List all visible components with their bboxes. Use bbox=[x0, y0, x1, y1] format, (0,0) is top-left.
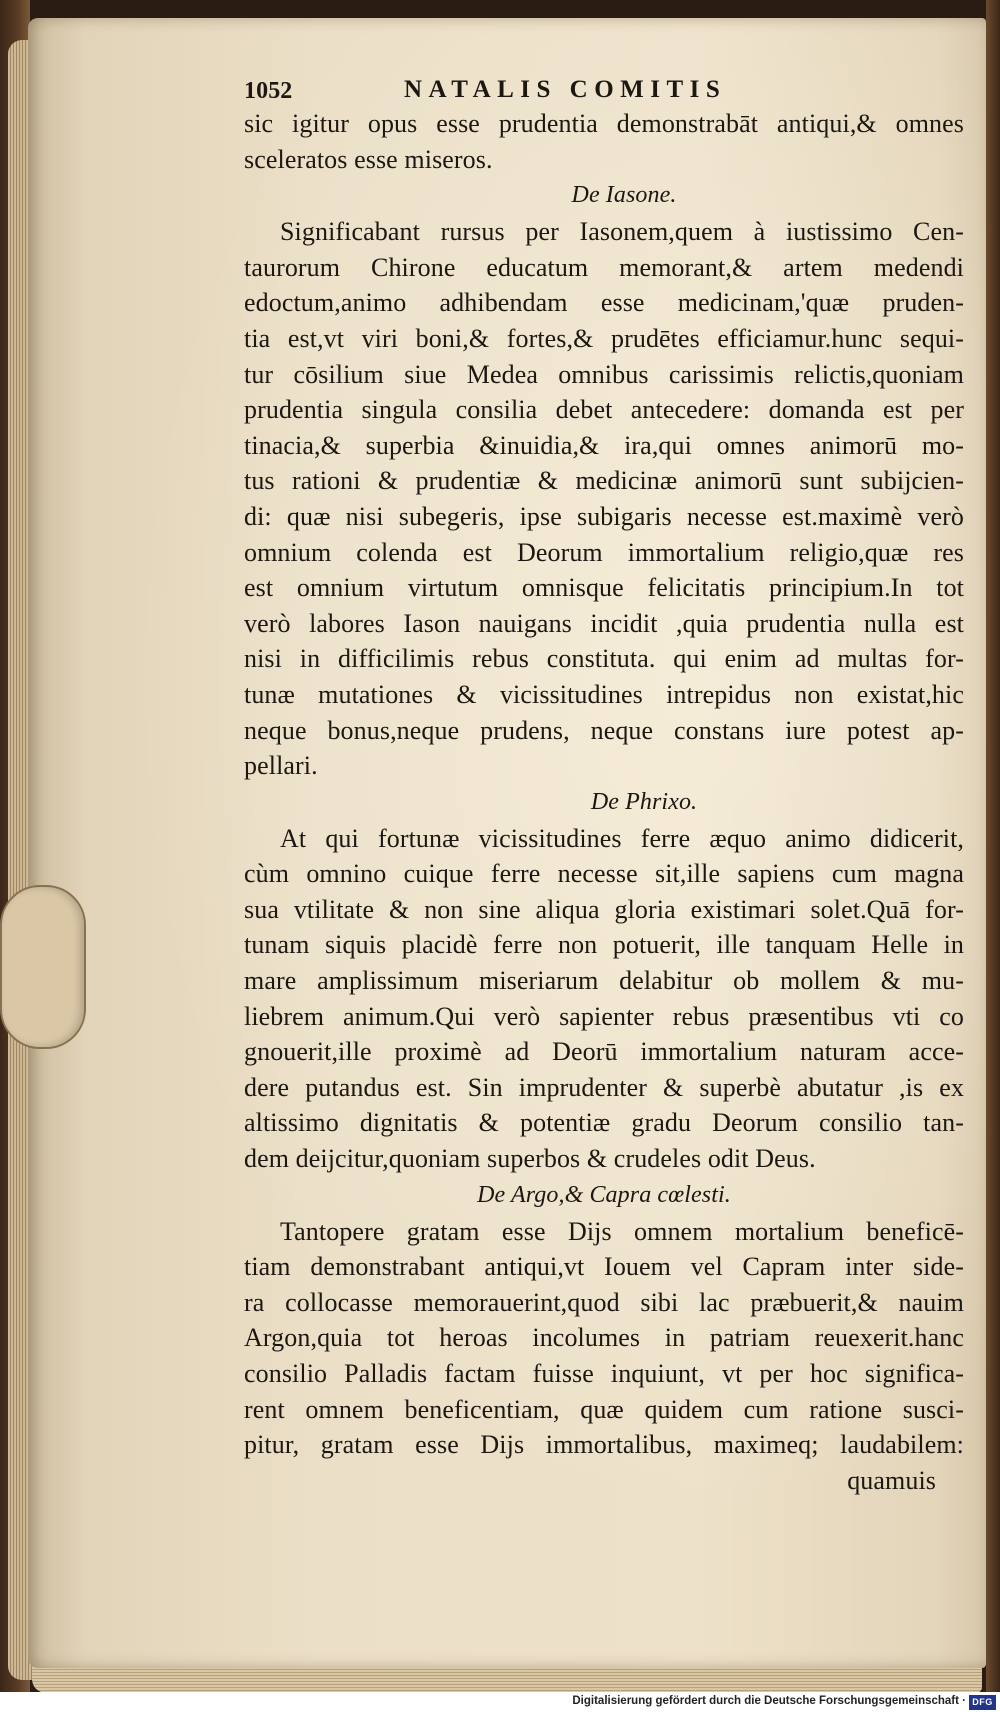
section-paragraph bbox=[244, 214, 964, 784]
text-line: tia est,vt viri boni,& fortes,& prudētes efficiamur.hunc sequi- bbox=[244, 323, 964, 353]
text-line: rent omnem beneficentiam, quæ quidem cum ratione susci- bbox=[244, 1394, 964, 1424]
text-line: omnium colenda est Deorum immortalium religio,quæ res bbox=[244, 537, 964, 567]
text-line: sic igitur opus esse prudentia demonstrabāt antiqui,& omnes bbox=[244, 109, 964, 138]
text-line: At qui fortunæ vicissitudines ferre æquo animo didicerit, bbox=[280, 823, 964, 853]
text-line: tus rationi & prudentiæ & medicinæ animorū sunt subijcien- bbox=[244, 466, 964, 496]
running-head bbox=[244, 72, 964, 106]
text-line: di: quæ nisi subegeris, ipse subigaris necesse est.maximè verò bbox=[244, 501, 964, 531]
text-line: tinacia,& superbia &inuidia,& ira,qui omnes animorū mo- bbox=[244, 430, 964, 460]
text-line: neque bonus,neque prudens, neque constans iure potest ap- bbox=[244, 715, 964, 745]
page-number: 1052 bbox=[244, 78, 293, 104]
text-line: nisi in difficilimis rebus constituta. qui enim ad multas for- bbox=[244, 644, 964, 674]
section-heading: De Argo,& Capra cœlesti. bbox=[477, 1181, 731, 1208]
text-line: Tantopere gratam esse Dijs omnem mortalium beneficē- bbox=[280, 1216, 964, 1246]
text-line: dere putandus est. Sin imprudenter & superbè abutatur ,is ex bbox=[244, 1072, 964, 1102]
section-paragraph bbox=[244, 1214, 964, 1463]
text-line: verò labores Iason nauigans incidit ,quia prudentia nulla est bbox=[244, 608, 964, 638]
dfg-logo: DFG bbox=[969, 1695, 996, 1710]
text-block bbox=[244, 72, 964, 1498]
text-line: tur cōsilium siue Medea omnibus carissimis relictis,quoniam bbox=[244, 359, 964, 389]
text-line: prudentia singula consilia debet antecedere: domanda est per bbox=[244, 395, 964, 425]
text-line: sua vtilitate & non sine aliqua gloria existimari solet.Quā for- bbox=[244, 894, 964, 924]
text-line: dem deijcitur,quoniam superbos & crudeles odit Deus. bbox=[244, 1144, 816, 1174]
text-line: edoctum,animo adhibendam esse medicinam,'quæ pruden- bbox=[244, 288, 964, 318]
text-line: ra collocasse memorauerint,quod sibi lac præbuerit,& nauim bbox=[244, 1287, 964, 1317]
text-line: liebrem animum.Qui verò sapienter rebus præsentibus vti co bbox=[244, 1001, 964, 1031]
scan-right-rim bbox=[986, 0, 1000, 1715]
section-heading: De Phrixo. bbox=[590, 788, 698, 815]
text-line: gnouerit,ille proximè ad Deorū immortalium naturam acce- bbox=[244, 1037, 964, 1067]
sections bbox=[244, 179, 964, 1463]
text-line: altissimo dignitatis & potentiæ gradu Deorum consilio tan- bbox=[244, 1108, 964, 1138]
catchword: quamuis bbox=[847, 1465, 936, 1495]
section-paragraph bbox=[244, 821, 964, 1177]
section-heading: De Iasone. bbox=[571, 182, 677, 209]
text-line: est omnium virtutum omnisque felicitatis principium.In tot bbox=[244, 573, 964, 603]
text-line: tiam demonstrabant antiqui,vt Iouem vel Capram inter side- bbox=[244, 1252, 964, 1282]
text-line: consilio Palladis factam fuisse inquiunt, vt per hoc significa- bbox=[244, 1359, 964, 1388]
text-line: tunæ mutationes & vicissitudines intrepidus non existat,hic bbox=[244, 679, 964, 709]
text-line: Argon,quia tot heroas incolumes in patriam reuexerit.hanc bbox=[244, 1323, 964, 1353]
footer-credit: Digitalisierung gefördert durch die Deutsche Forschungsgemeinschaft · bbox=[572, 1695, 966, 1707]
text-line: mare amplissimum miseriarum delabitur ob mollem & mu- bbox=[244, 966, 964, 996]
text-line: pellari. bbox=[244, 751, 318, 781]
text-line: Significabant rursus per Iasonem,quem à iustissimo Cen- bbox=[280, 217, 964, 247]
text-line: tunam siquis placidè ferre non potuerit, ille tanquam Helle in bbox=[244, 930, 964, 960]
text-line: cùm omnino cuique ferre necesse sit,ille sapiens cum magna bbox=[244, 859, 964, 889]
running-title: NATALIS COMITIS bbox=[404, 76, 727, 103]
digitization-footer bbox=[0, 1692, 1000, 1715]
opening-paragraph bbox=[244, 106, 964, 177]
binding-tab bbox=[0, 885, 86, 1049]
text-line: sceleratos esse miseros. bbox=[244, 144, 493, 174]
text-line: taurorum Chirone educatum memorant,& artem medendi bbox=[244, 252, 964, 282]
text-line: pitur, gratam esse Dijs immortalibus, maximeq; laudabilem: bbox=[244, 1430, 964, 1460]
